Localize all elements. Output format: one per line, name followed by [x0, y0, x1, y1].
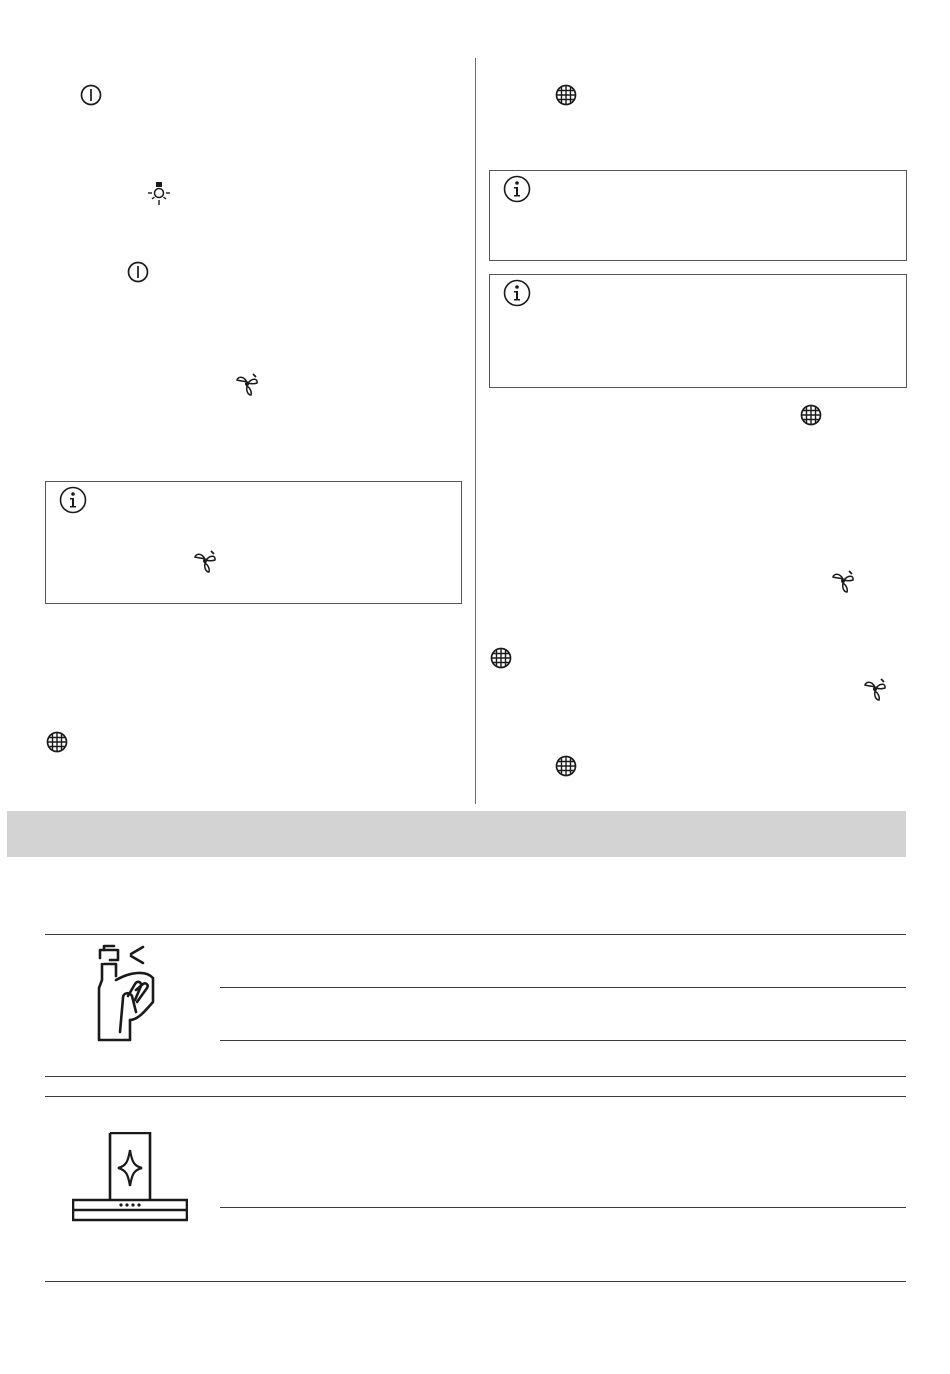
fan-icon	[234, 371, 260, 397]
column-divider	[475, 58, 476, 804]
grease-filter-icon	[555, 755, 577, 777]
light-bulb-icon	[146, 181, 172, 207]
table-rule	[45, 1096, 906, 1097]
table-rule	[220, 1207, 906, 1208]
info-icon	[59, 486, 87, 514]
info-icon	[503, 175, 531, 203]
info-note-box	[45, 481, 462, 604]
info-note-box	[489, 274, 907, 388]
info-note-box	[489, 170, 907, 261]
spray-and-cloth-icon	[90, 940, 160, 1044]
cooker-hood-icon	[72, 1132, 188, 1222]
grease-filter-icon	[555, 84, 577, 106]
table-rule	[220, 1040, 906, 1041]
section-header-bar	[7, 811, 906, 857]
table-rule	[45, 934, 906, 935]
table-rule	[45, 1076, 906, 1077]
power-icon	[127, 261, 149, 283]
fan-icon	[830, 568, 856, 594]
fan-icon	[862, 676, 888, 702]
power-icon	[80, 84, 102, 106]
grease-filter-icon	[46, 731, 68, 753]
fan-icon	[192, 548, 218, 574]
info-icon	[503, 279, 531, 307]
table-rule	[45, 1281, 906, 1282]
grease-filter-icon	[490, 647, 512, 669]
grease-filter-icon	[800, 404, 822, 426]
table-rule	[220, 987, 906, 988]
